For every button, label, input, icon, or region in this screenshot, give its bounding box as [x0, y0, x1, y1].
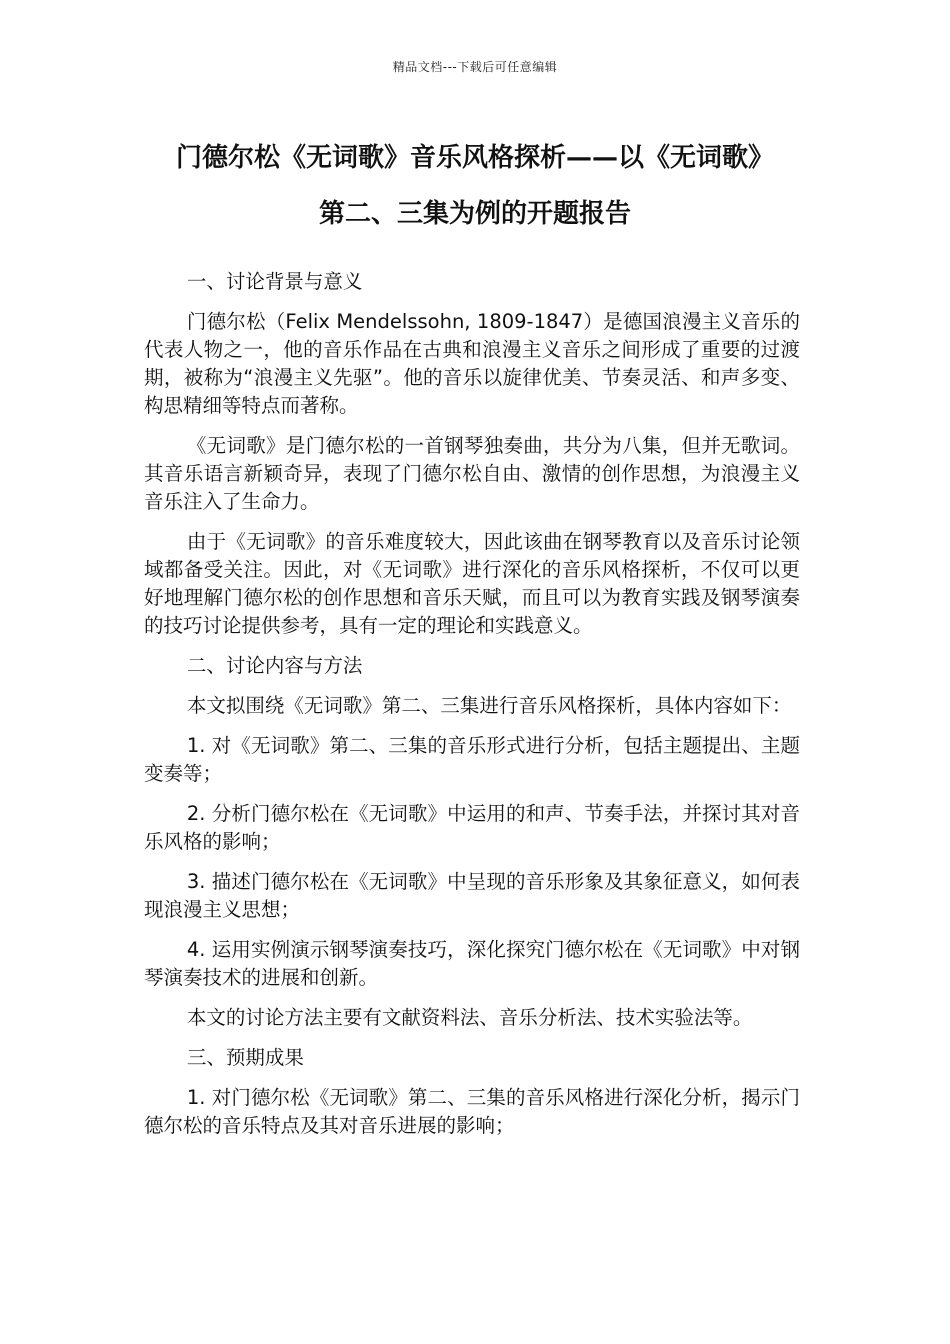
section-heading: 二、讨论内容与方法 [186, 654, 363, 677]
list-item: 2. 分析门德尔松在《无词歌》中运用的和声、节奏手法，并探讨其对音乐风格的影响； [144, 802, 800, 853]
section-heading: 一、讨论背景与意义 [186, 270, 363, 293]
title-line-2: 第二、三集为例的开题报告 [318, 199, 631, 229]
list-item: 4. 运用实例演示钢琴演奏技巧，深化探究门德尔松在《无词歌》中对钢琴演奏技术的进展和创新。 [144, 938, 800, 989]
title-line-1: 门德尔松《无词歌》音乐风格探析——以《无词歌》 [175, 143, 774, 173]
body-paragraph: 本文拟围绕《无词歌》第二、三集进行音乐风格探析，具体内容如下： [186, 694, 792, 717]
body-paragraph: 《无词歌》是门德尔松的一首钢琴独奏曲，共分为八集，但并无歌词。其音乐语言新颖奇异，表现了门德尔松自由、激情的创作思想，为浪漫主义音乐注入了生命力。 [144, 434, 800, 513]
document-body [144, 268, 800, 1152]
list-item: 3. 描述门德尔松在《无词歌》中呈现的音乐形象及其象征意义，如何表现浪漫主义思想； [144, 870, 800, 921]
body-paragraph: 由于《无词歌》的音乐难度较大，因此该曲在钢琴教育以及音乐讨论领域都备受关注。因此，对《无词歌》进行深化的音乐风格探析，不仅可以更好地理解门德尔松的创作思想和音乐天赋，而且可以为教育实践及钢琴演奏的技巧讨论提供参考，具有一定的理论和实践意义。 [144, 530, 800, 637]
list-item: 1. 对门德尔松《无词歌》第二、三集的音乐风格进行深化分析，揭示门德尔松的音乐特点及其对音乐进展的影响； [144, 1086, 800, 1137]
header-note: 精品文档---下载后可任意编辑 [392, 60, 558, 74]
body-paragraph: 本文的讨论方法主要有文献资料法、音乐分析法、技术实验法等。 [186, 1006, 753, 1029]
section-heading: 三、预期成果 [186, 1046, 304, 1069]
body-paragraph: 门德尔松（Felix Mendelssohn, 1809-1847）是德国浪漫主义音乐的代表人物之一，他的音乐作品在古典和浪漫主义音乐之间形成了重要的过渡期，被称为“浪漫主义先驱”。他的音乐以旋律优美、节奏灵活、和声多变、构思精细等特点而著称。 [144, 310, 800, 417]
document-title [120, 130, 830, 242]
list-item: 1. 对《无词歌》第二、三集的音乐形式进行分析，包括主题提出、主题变奏等； [144, 734, 800, 785]
